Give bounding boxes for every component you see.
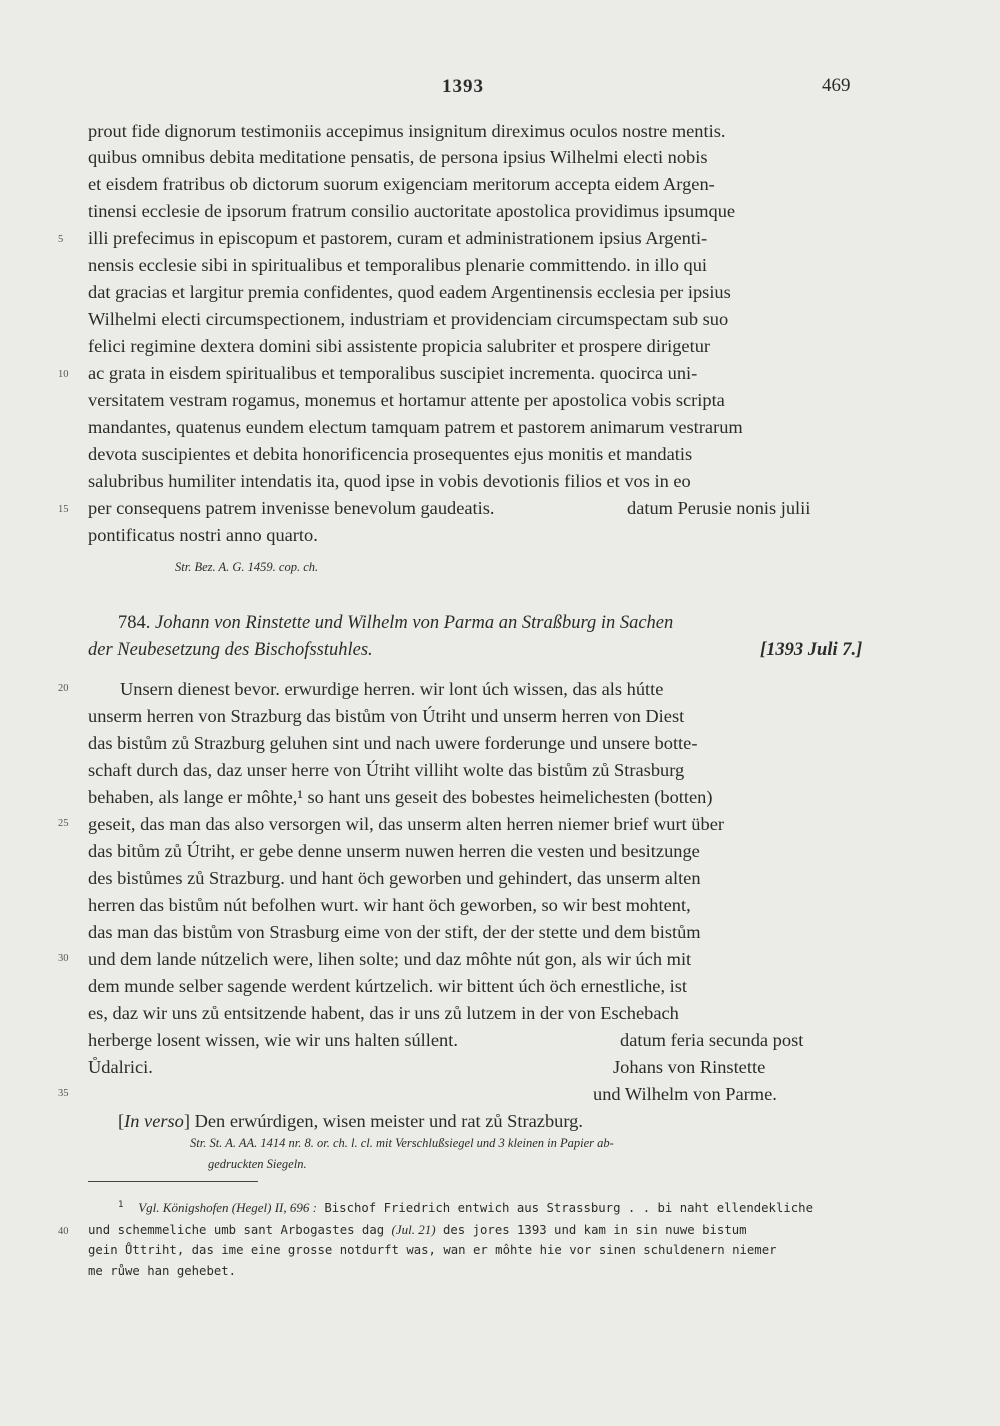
- footnote-line: [88, 1222, 747, 1238]
- text-line: das bistům zů Strazburg geluhen sint und nach uwere forderunge und unsere botte-: [88, 733, 698, 753]
- footnote-text: Bischof Friedrich entwich aus Strassburg . . bi naht ellendekliche: [316, 1201, 813, 1216]
- text-line: per consequens patrem invenisse benevolum gaudeatis.: [88, 498, 495, 518]
- line-number: 30: [58, 953, 69, 964]
- footnote-line: me růwe han gehebet.: [88, 1264, 237, 1278]
- line-number: 35: [58, 1088, 69, 1099]
- document-title-cont: der Neubesetzung des Bischofsstuhles.: [88, 640, 373, 660]
- source-note-cont: gedruckten Siegeln.: [208, 1157, 307, 1171]
- text-line: Wilhelmi electi circumspectionem, industriam et providenciam circumspectam sub suo: [88, 309, 729, 329]
- text-line: des bistůmes zů Strazburg. und hant öch geworben und gehindert, das unserm alten: [88, 868, 701, 888]
- footnote-marker: 1: [118, 1200, 124, 1210]
- verso-text: Den erwúrdigen, wisen meister und rat zů Strazburg.: [190, 1111, 583, 1131]
- document-title: Johann von Rinstette und Wilhelm von Parma an Straßburg in Sachen: [155, 613, 674, 633]
- footnote-line: [118, 1200, 813, 1216]
- text-line: et eisdem fratribus ob dictorum suorum exigenciam meritorum accepta eidem Argen-: [88, 174, 715, 194]
- text-line: schaft durch das, daz unser herre von Útriht villiht wolte das bistům zů Strasburg: [88, 760, 685, 780]
- text-line: herren das bistům nút befolhen wurt. wir hant öch geworben, so wir best mohtent,: [88, 895, 691, 915]
- text-line: unserm herren von Strazburg das bistům von Útriht und unserm herren von Diest: [88, 706, 685, 726]
- footnote-line: gein Ůttriht, das ime eine grosse notdurft was, wan er môhte hie vor sinen schuldenern niemer: [88, 1243, 777, 1257]
- text-line: salubribus humiliter intendatis ita, quod ipse in vobis devotionis filios et vos in eo: [88, 471, 691, 491]
- text-line: prout fide dignorum testimoniis accepimus insignitum direximus oculos nostre mentis.: [88, 121, 726, 141]
- line-number: 40: [58, 1226, 69, 1237]
- signature-line: und Wilhelm von Parme.: [593, 1084, 777, 1104]
- text-line: geseit, das man das also versorgen wil, das unserm alten herren niemer brief wurt über: [88, 814, 724, 834]
- footnote-reference: Vgl. Königshofen (Hegel) II, 696 :: [138, 1200, 317, 1216]
- line-number: 25: [58, 818, 69, 829]
- signature-line: Johans von Rinstette: [613, 1057, 766, 1077]
- text-line: felici regimine dextera domini sibi assistente propicia salubriter et prospere dirigetur: [88, 336, 711, 356]
- running-head-year: 1393: [442, 76, 484, 97]
- text-line: das man das bistům von Strasburg eime von der stift, der der stette und dem bistům: [88, 922, 701, 942]
- date-line: datum feria secunda post: [620, 1030, 804, 1050]
- text-line: behaben, als lange er môhte,¹ so hant uns geseit des bobestes heimelichesten (botten): [88, 787, 713, 807]
- footnote-rule: [88, 1181, 258, 1182]
- line-number: 10: [58, 369, 69, 380]
- document-date: [1393 Juli 7.]: [760, 640, 863, 660]
- verso-line: [In verso] Den erwúrdigen, wisen meister und rat zů Strazburg.: [118, 1111, 583, 1131]
- text-line: tinensi ecclesie de ipsorum fratrum consilio auctoritate apostolica providimus ipsumque: [88, 201, 736, 221]
- text-line: es, daz wir uns zů entsitzende habent, das ir uns zů lutzem in der von Eschebach: [88, 1003, 679, 1023]
- page-number: 469: [822, 75, 851, 96]
- footnote-text: und schemmeliche umb sant Arbogastes dag: [88, 1223, 392, 1237]
- text-line: nensis ecclesie sibi in spiritualibus et temporalibus plenarie committendo. in illo qui: [88, 255, 708, 275]
- text-line: quibus omnibus debita meditatione pensatis, de persona ipsius Wilhelmi electi nobis: [88, 147, 708, 167]
- source-note: Str. Bez. A. G. 1459. cop. ch.: [175, 560, 319, 574]
- date-line: datum Perusie nonis julii: [627, 498, 811, 518]
- line-number: 20: [58, 683, 69, 694]
- text-line: und dem lande nútzelich were, lihen solte; und daz môhte nút gon, als wir úch mit: [88, 949, 692, 969]
- text-line: pontificatus nostri anno quarto.: [88, 525, 318, 545]
- text-line: illi prefecimus in episcopum et pastorem, curam et administrationem ipsius Argenti-: [88, 228, 708, 248]
- text-line: dem munde selber sagende werdent kúrtzelich. wir bittent úch öch ernestliche, ist: [88, 976, 688, 996]
- verso-label: In verso: [124, 1111, 184, 1131]
- text-line: Unsern dienest bevor. erwurdige herren. wir lont úch wissen, das als hútte: [120, 679, 664, 699]
- text-line: herberge losent wissen, wie wir uns halten súllent.: [88, 1030, 458, 1050]
- text-line: devota suscipientes et debita honorificencia prosequentes ejus monitis et mandatis: [88, 444, 693, 464]
- line-number: 15: [58, 504, 69, 515]
- text-line: Ůdalrici.: [88, 1057, 153, 1077]
- text-line: mandantes, quatenus eundem electum tamquam patrem et pastorem animarum vestrarum: [88, 417, 743, 437]
- document-number: 784.: [118, 613, 151, 633]
- text-line: dat gracias et largitur premia confidentes, quod eadem Argentinensis ecclesia per ipsius: [88, 282, 731, 302]
- footnote-date: (Jul. 21): [391, 1222, 436, 1237]
- text-line: ac grata in eisdem spiritualibus et temporalibus suscipiet incrementa. quocirca uni-: [88, 363, 698, 383]
- source-note: Str. St. A. AA. 1414 nr. 8. or. ch. l. cl. mit Verschlußsiegel und 3 kleinen in Papier ab-: [190, 1136, 614, 1150]
- document-heading: [118, 613, 673, 634]
- footnote-text: des jores 1393 und kam in sin nuwe bistum: [435, 1223, 747, 1237]
- line-number: 5: [58, 234, 64, 245]
- text-line: das bitům zů Útriht, er gebe denne unserm nuwen herren die vesten und besitzunge: [88, 841, 700, 861]
- text-line: versitatem vestram rogamus, monemus et hortamur attente per apostolica vobis scripta: [88, 390, 725, 410]
